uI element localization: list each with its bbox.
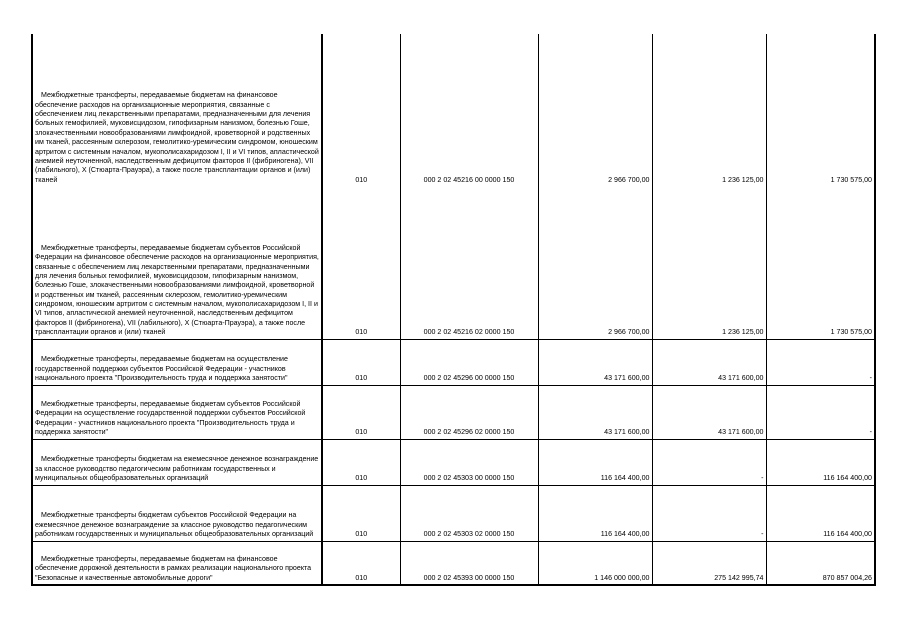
row-remaining-amount: - (766, 385, 875, 439)
row-description: Межбюджетные трансферты, передаваемые бюджетам на финансовое обеспечение расходов на организационные мероприятия, связанные с обеспечением лиц лекарственными препаратами, предназначенными для лечения больных гемофилией, муковисцидозом, гипофизарным нанизмом, болезнью Гоше, злокачественными новообразованиями лимфоидной, кроветворной и родственных им тканей, рассеянным склерозом, гемолитико-уремическим синдромом, юношеским артритом с системным началом, мукополисахаридозом I, II и VI типов, апластической анемией неуточненной, наследственным дефицитом факторов II (фибриногена), VII (лабильного), X (Стюарта-Прауэра), а также после трансплантации органов и (или) тканей (32, 34, 322, 186)
row-budget-classification-code: 000 2 02 45296 02 0000 150 (400, 385, 538, 439)
row-description: Межбюджетные трансферты бюджетам на ежемесячное денежное вознаграждение за классное руководство педагогическим работникам государственных и муниципальных общеобразовательных организаций (32, 439, 322, 485)
row-approved-amount: 43 171 600,00 (538, 339, 652, 385)
row-approved-amount: 2 966 700,00 (538, 34, 652, 186)
table-row (32, 339, 875, 385)
row-description: Межбюджетные трансферты, передаваемые бюджетам субъектов Российской Федерации на осуществление государственной поддержки субъектов Российской Федерации - участников национального проекта "Производительность труда и поддержка занятости" (32, 385, 322, 439)
row-remaining-amount: 870 857 004,26 (766, 541, 875, 585)
row-remaining-amount: 116 164 400,00 (766, 439, 875, 485)
row-budget-classification-code: 000 2 02 45393 00 0000 150 (400, 541, 538, 585)
row-budget-classification-code: 000 2 02 45303 02 0000 150 (400, 485, 538, 541)
row-remaining-amount: 116 164 400,00 (766, 485, 875, 541)
table-row (32, 34, 875, 186)
table-row (32, 186, 875, 339)
row-description: Межбюджетные трансферты, передаваемые бюджетам на осуществление государственной поддержки субъектов Российской Федерации - участников национального проекта "Производительность труда и поддержка занятости" (32, 339, 322, 385)
row-approved-amount: 2 966 700,00 (538, 186, 652, 339)
row-budget-classification-code: 000 2 02 45216 00 0000 150 (400, 34, 538, 186)
row-approved-amount: 116 164 400,00 (538, 439, 652, 485)
row-line-code: 010 (322, 439, 400, 485)
row-executed-amount: - (652, 439, 766, 485)
row-description: Межбюджетные трансферты, передаваемые бюджетам субъектов Российской Федерации на финансовое обеспечение расходов на организационные мероприятия, связанные с обеспечением лиц лекарственными препаратами, предназначенными для лечения больных гемофилией, муковисцидозом, гипофизарным нанизмом, болезнью Гоше, злокачественными новообразованиями лимфоидной, кроветворной и родственных им тканей, рассеянным склерозом, гемолитико-уремическим синдромом, юношеским артритом с системным началом, мукополисахаридозом I, II и VI типов, апластической анемией неуточненной, наследственным дефицитом факторов II (фибриногена), VII (лабильного), X (Стюарта-Прауэра), а также после трансплантации органов и (или) тканей (32, 186, 322, 339)
row-remaining-amount: - (766, 339, 875, 385)
row-remaining-amount: 1 730 575,00 (766, 34, 875, 186)
table-row (32, 439, 875, 485)
row-line-code: 010 (322, 339, 400, 385)
table-row (32, 385, 875, 439)
row-budget-classification-code: 000 2 02 45303 00 0000 150 (400, 439, 538, 485)
row-description: Межбюджетные трансферты бюджетам субъектов Российской Федерации на ежемесячное денежное вознаграждение за классное руководство педагогическим работникам государственных и муниципальных общеобразовательных организаций (32, 485, 322, 541)
budget-table (31, 34, 876, 586)
row-budget-classification-code: 000 2 02 45296 00 0000 150 (400, 339, 538, 385)
row-line-code: 010 (322, 541, 400, 585)
row-executed-amount: 1 236 125,00 (652, 186, 766, 339)
row-line-code: 010 (322, 385, 400, 439)
row-budget-classification-code: 000 2 02 45216 02 0000 150 (400, 186, 538, 339)
table-row (32, 541, 875, 585)
row-executed-amount: 275 142 995,74 (652, 541, 766, 585)
row-approved-amount: 116 164 400,00 (538, 485, 652, 541)
row-line-code: 010 (322, 34, 400, 186)
row-executed-amount: - (652, 485, 766, 541)
row-description: Межбюджетные трансферты, передаваемые бюджетам на финансовое обеспечение дорожной деятельности в рамках реализации национального проекта "Безопасные и качественные автомобильные дороги" (32, 541, 322, 585)
row-executed-amount: 43 171 600,00 (652, 385, 766, 439)
row-line-code: 010 (322, 186, 400, 339)
row-executed-amount: 43 171 600,00 (652, 339, 766, 385)
row-line-code: 010 (322, 485, 400, 541)
table-row (32, 485, 875, 541)
row-approved-amount: 43 171 600,00 (538, 385, 652, 439)
row-approved-amount: 1 146 000 000,00 (538, 541, 652, 585)
row-remaining-amount: 1 730 575,00 (766, 186, 875, 339)
row-executed-amount: 1 236 125,00 (652, 34, 766, 186)
